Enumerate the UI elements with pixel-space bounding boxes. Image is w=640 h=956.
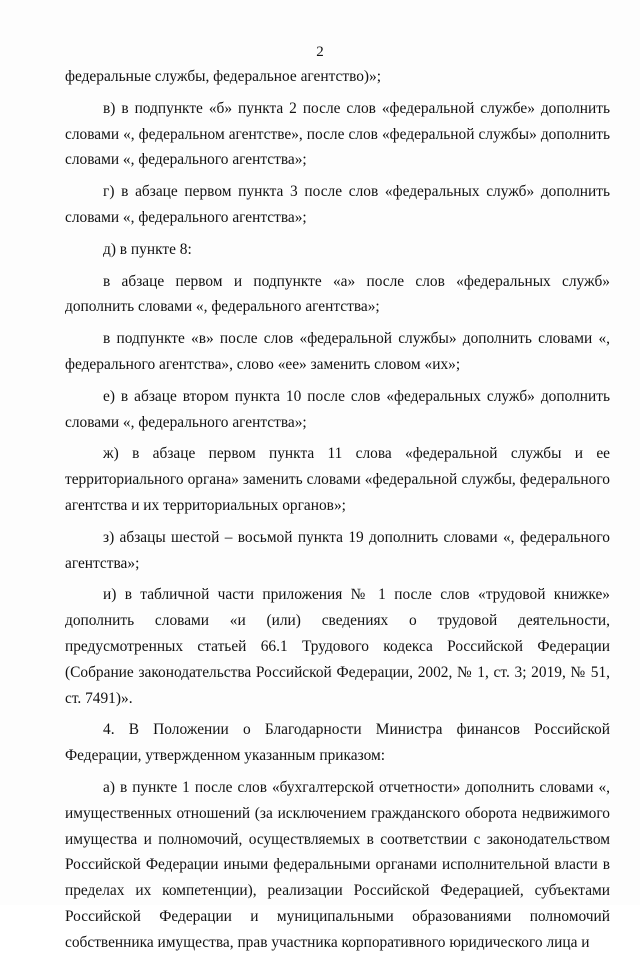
paragraph-item-i: и) в табличной части приложения № 1 после слов «трудовой книжке» дополнить словами «и (или) сведениях о трудовой деятельности, предусмотренных статьей 66.1 Трудового кодекса Российской Федерации (Собрание законодательства Российской Федерации, 2002, № 1, ст. 3; 2019, № 51, ст. 7491)». (65, 586, 610, 707)
paragraph-item-d-sub-2: в подпункте «в» после слов «федеральной службы» дополнить словами «, федерального агентства», слово «ее» заменить словом «их»; (65, 330, 610, 373)
paragraph-continuation: федеральные службы, федеральное агентство)»; (65, 68, 382, 85)
paragraph-item-d: д) в пункте 8: (103, 240, 192, 258)
paragraph-item-zh: ж) в абзаце первом пункта 11 слова «федеральной службы и ее территориального органа» заменить словами «федеральной службы, федерального агентства и их территориальных органов»; (65, 445, 610, 514)
paragraph-item-g: г) в абзаце первом пункта 3 после слов «федеральных служб» дополнить словами «, федерального агентства»; (65, 183, 610, 226)
paragraph-item-d-sub-1: в абзаце первом и подпункте «а» после слов «федеральных служб» дополнить словами «, федерального агентства»; (65, 272, 610, 316)
paragraph-item-e: е) в абзаце втором пункта 10 после слов «федеральных служб» дополнить словами «, федерального агентства»; (65, 387, 610, 431)
page-number: 2 (316, 44, 324, 60)
paragraph-section-4: 4. В Положении о Благодарности Министра финансов Российской Федерации, утвержденном указанным приказом: (65, 721, 610, 765)
paragraph-item-v: в) в подпункте «б» пункта 2 после слов «федеральной службе» дополнить словами «, федеральном агентстве», после слов «федеральной службы» дополнить словами «, федерального агентства»; (65, 99, 610, 169)
paragraph-item-a: а) в пункте 1 после слов «бухгалтерской отчетности» дополнить словами «, имущественных отношений (за исключением гражданского оборота недвижимого имущества и полномочий, осуществляемых в соответствии с законодательством Российской Федерации иными федеральными органами исполнительной власти в пределах их компетенции), реализации Российской Федерацией, субъектами Российской Федерации и муниципальными образованиями полномочий собственника имущества, прав участника корпоративного юридического лица и (65, 778, 610, 951)
document-body (65, 64, 610, 956)
paragraph-item-z: з) абзацы шестой – восьмой пункта 19 дополнить словами «, федерального агентства»; (65, 528, 610, 572)
